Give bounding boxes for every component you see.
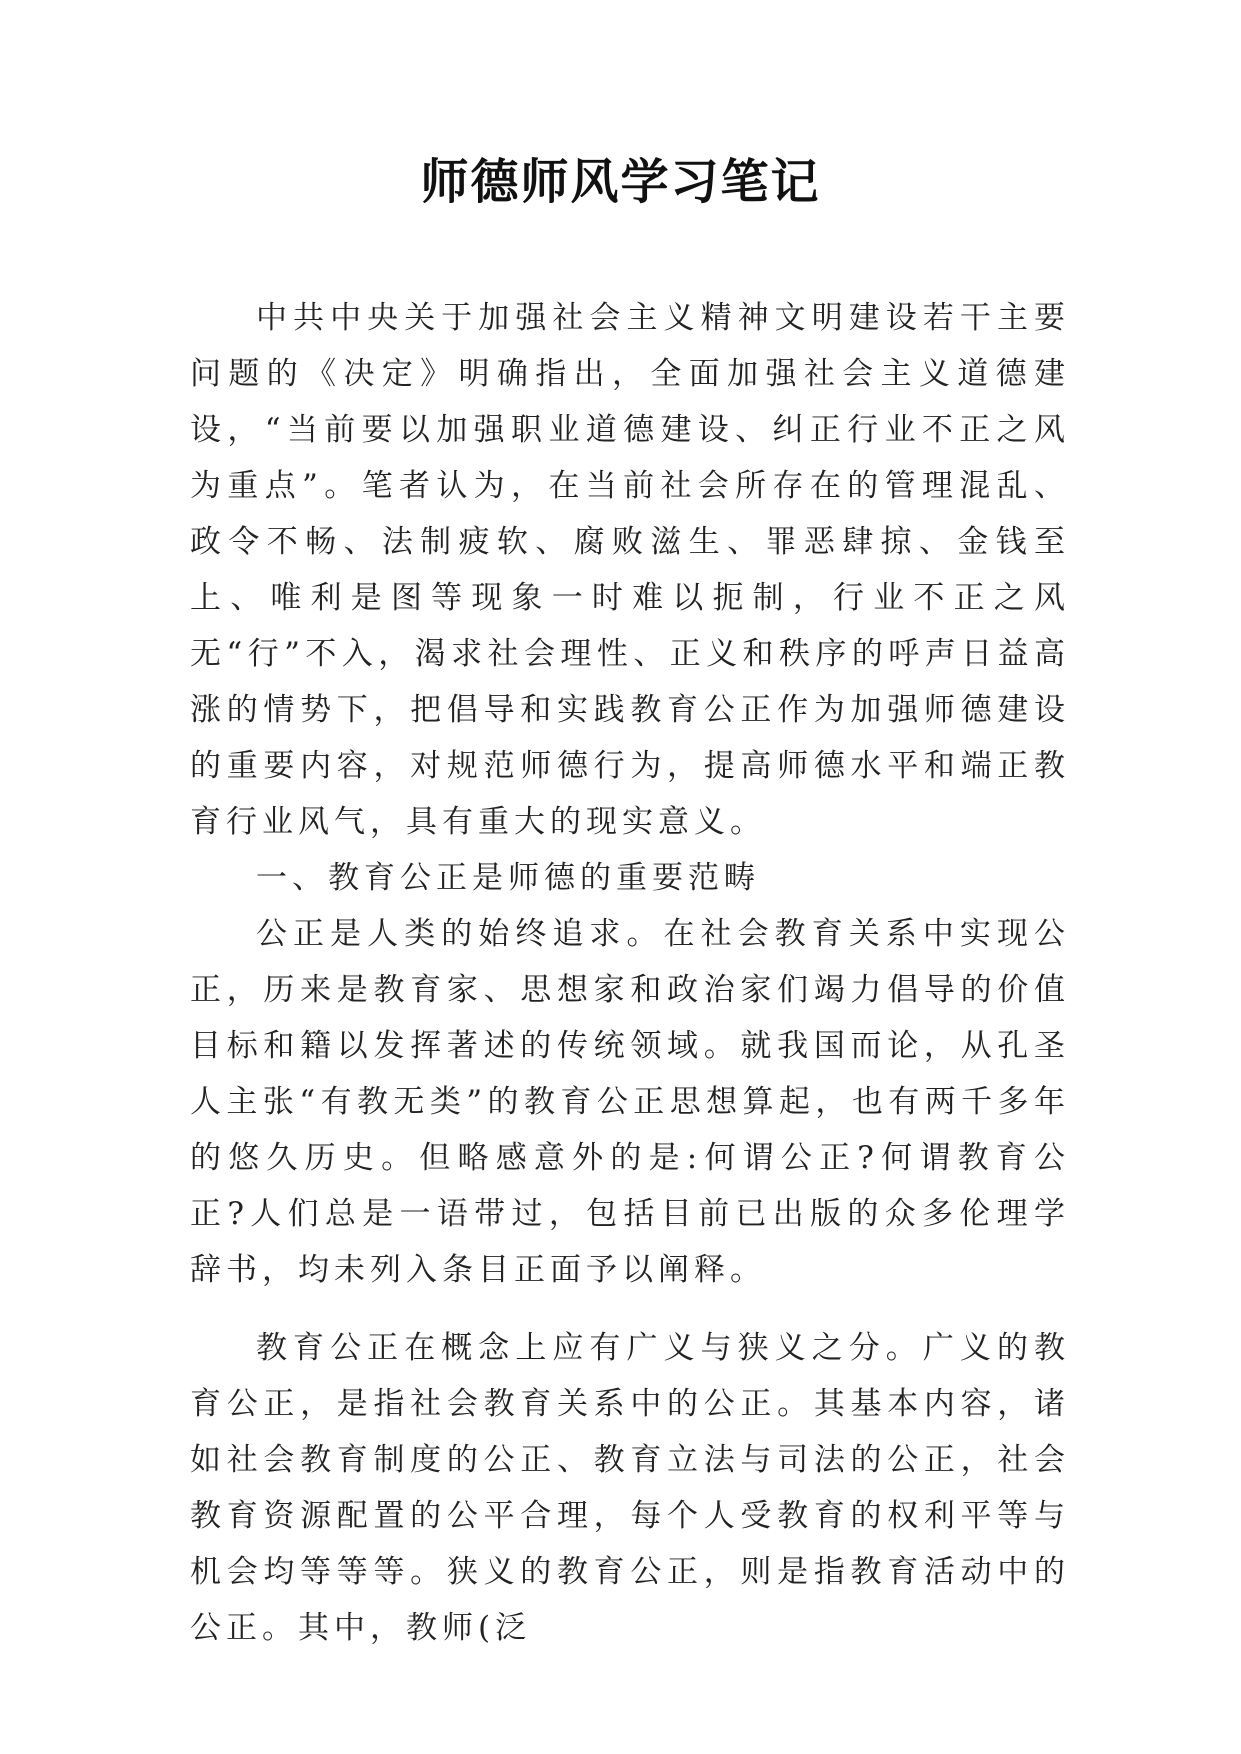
paragraph-education-justice: 教育公正在概念上应有广义与狭义之分。广义的教育公正，是指社会教育关系中的公正。其基本内容，诸如社会教育制度的公正、教育立法与司法的公正，社会教育资源配置的公平合理，每个人受教育的权利平等与机会均等等等。狭义的教育公正，则是指教育活动中的公正。其中，教师(泛 [190,1330,1070,1646]
document-body [190,290,1070,1656]
paragraph-intro: 中共中央关于加强社会主义精神文明建设若干主要问题的《决定》明确指出，全面加强社会主义道德建设，“当前要以加强职业道德建设、纠正行业不正之风为重点”。笔者认为，在当前社会所存在的管理混乱、政令不畅、法制疲软、腐败滋生、罪恶肆掠、金钱至上、唯利是图等现象一时难以扼制，行业不正之风无“行”不入，渴求社会理性、正义和秩序的呼声日益高涨的情势下，把倡导和实践教育公正作为加强师德建设的重要内容，对规范师德行为，提高师德水平和端正教育行业风气，具有重大的现实意义。 [190,300,1070,840]
document-title: 师德师风学习笔记 [420,154,821,210]
paragraph-justice: 公正是人类的始终追求。在社会教育关系中实现公正，历来是教育家、思想家和政治家们竭力倡导的价值目标和籍以发挥著述的传统领域。就我国而论，从孔圣人主张“有教无类”的教育公正思想算起，也有两千多年的悠久历史。但略感意外的是:何谓公正?何谓教育公正?人们总是一语带过，包括目前已出版的众多伦理学辞书，均未列入条目正面予以阐释。 [190,916,1070,1288]
section-heading-1: 一、教育公正是师德的重要范畴 [256,860,760,896]
